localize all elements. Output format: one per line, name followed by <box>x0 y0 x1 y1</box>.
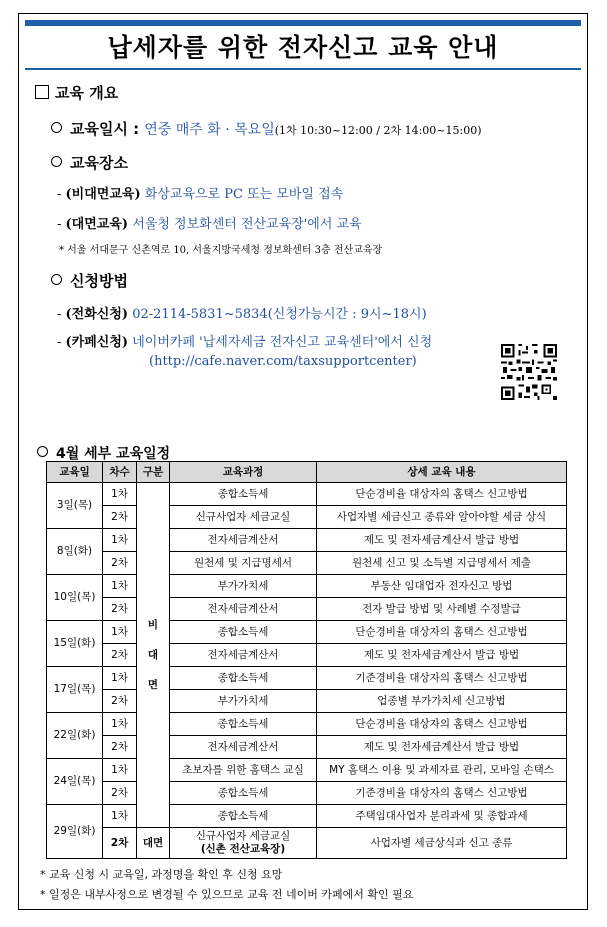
schedule-table <box>46 461 567 859</box>
cell-course: 종합소득세 <box>170 483 317 506</box>
cell-date: 3일(목) <box>47 483 103 529</box>
square-bullet-icon <box>35 85 49 99</box>
cell-round: 2차 <box>103 782 137 805</box>
place-offline-label: (대면교육) <box>65 217 129 232</box>
cell-date: 22일(화) <box>47 713 103 759</box>
course-line-1: 신규사업자 세금교실 <box>195 830 291 842</box>
cell-course: 초보자를 위한 홈택스 교실 <box>170 759 317 782</box>
table-row <box>47 529 567 552</box>
note-2: * 일정은 내부사정으로 변경될 수 있으므로 교육 전 네이버 카페에서 확인 필요 <box>40 888 414 901</box>
cell-detail: 제도 및 전자세금계산서 발급 방법 <box>317 736 567 759</box>
cell-round: 1차 <box>103 621 137 644</box>
place-online-line: - (비대면교육) 화상교육으로 PC 또는 모바일 접속 <box>57 187 344 202</box>
mode-char: 대 <box>147 649 159 661</box>
col-header-round: 차수 <box>103 462 137 483</box>
course-line-2: (신촌 전산교육장) <box>200 843 286 855</box>
note-1: * 교육 신청 시 교육일, 과정명을 확인 후 신청 요망 <box>40 868 283 881</box>
cell-course <box>170 828 317 859</box>
cell-course: 전자세금계산서 <box>170 529 317 552</box>
cell-course: 종합소득세 <box>170 621 317 644</box>
cell-date: 29일(화) <box>47 805 103 859</box>
cell-round: 1차 <box>103 667 137 690</box>
table-row <box>47 713 567 736</box>
cell-course: 종합소득세 <box>170 667 317 690</box>
cell-round: 2차 <box>103 552 137 575</box>
table-row <box>47 552 567 575</box>
cell-round: 1차 <box>103 805 137 828</box>
cell-round: 2차 <box>103 644 137 667</box>
table-row <box>47 759 567 782</box>
table-row <box>47 805 567 828</box>
col-header-detail: 상세 교육 내용 <box>317 462 567 483</box>
place-heading-text: 교육장소 <box>70 154 128 172</box>
cell-detail: 제도 및 전자세금계산서 발급 방법 <box>317 529 567 552</box>
cell-detail: 단순경비율 대상자의 홈택스 신고방법 <box>317 621 567 644</box>
cell-detail: 부동산 임대업자 전자신고 방법 <box>317 575 567 598</box>
cell-detail: 사업자별 세금신고 종류와 알아야할 세금 상식 <box>317 506 567 529</box>
table-row <box>47 690 567 713</box>
cell-date: 8일(화) <box>47 529 103 575</box>
place-online-value: 화상교육으로 PC 또는 모바일 접속 <box>144 187 344 202</box>
title-bar-bottom <box>25 68 581 70</box>
overview-heading-text: 교육 개요 <box>55 84 119 102</box>
date-detail: (1차 10:30~12:00 / 2차 14:00~15:00) <box>274 124 482 137</box>
cell-round: 2차 <box>103 506 137 529</box>
cell-date: 24일(목) <box>47 759 103 805</box>
table-row <box>47 483 567 506</box>
cell-round: 1차 <box>103 529 137 552</box>
cell-date: 15일(화) <box>47 621 103 667</box>
apply-phone-label: (전화신청) <box>65 307 129 322</box>
cell-round: 2차 <box>103 690 137 713</box>
cell-course: 종합소득세 <box>170 782 317 805</box>
cell-mode-offline: 대면 <box>137 828 170 859</box>
cell-round: 1차 <box>103 483 137 506</box>
cell-detail: 기준경비율 대상자의 홈택스 신고방법 <box>317 782 567 805</box>
qr-code-icon[interactable] <box>501 344 557 400</box>
apply-cafe-line: - (카페신청) 네이버카페 '납세자세금 전자신고 교육센터'에서 신청 <box>57 335 433 350</box>
place-heading <box>51 152 128 173</box>
cell-detail: 주택임대사업자 분리과세 및 종합과세 <box>317 805 567 828</box>
cell-course: 신규사업자 세금교실 <box>170 506 317 529</box>
cafe-url-link[interactable]: (http://cafe.naver.com/taxsupportcenter) <box>149 354 417 369</box>
date-label: 교육일시 : <box>70 120 140 138</box>
cell-course: 종합소득세 <box>170 805 317 828</box>
cell-round: 2차 <box>103 828 137 859</box>
cell-course: 전자세금계산서 <box>170 598 317 621</box>
cell-detail: 원천세 신고 및 소득별 지급명세서 제출 <box>317 552 567 575</box>
cell-mode-online <box>137 483 170 828</box>
table-header-row <box>47 462 567 483</box>
circle-bullet-icon <box>51 274 62 285</box>
apply-phone-line: - (전화신청) 02-2114-5831~5834(신청가능시간 : 9시~18시) <box>57 307 427 322</box>
cell-round: 2차 <box>103 598 137 621</box>
cell-course: 종합소득세 <box>170 713 317 736</box>
cell-detail: 단순경비율 대상자의 홈택스 신고방법 <box>317 483 567 506</box>
circle-bullet-icon <box>51 122 62 133</box>
cell-course: 부가가치세 <box>170 575 317 598</box>
col-header-mode: 구분 <box>137 462 170 483</box>
place-address: * 서울 서대문구 신촌역로 10, 서울지방국세청 정보화센터 3층 전산교육장 <box>59 245 383 256</box>
cell-detail: 단순경비율 대상자의 홈택스 신고방법 <box>317 713 567 736</box>
schedule-heading <box>37 443 170 463</box>
cell-detail: 전자 발급 방법 및 사례별 수정발급 <box>317 598 567 621</box>
cell-detail: 제도 및 전자세금계산서 발급 방법 <box>317 644 567 667</box>
cell-detail: MY 홈택스 이용 및 과세자료 관리, 모바일 손택스 <box>317 759 567 782</box>
cell-course: 전자세금계산서 <box>170 736 317 759</box>
col-header-course: 교육과정 <box>170 462 317 483</box>
cell-round: 1차 <box>103 713 137 736</box>
table-row <box>47 621 567 644</box>
place-online-label: (비대면교육) <box>65 187 141 202</box>
col-header-date: 교육일 <box>47 462 103 483</box>
apply-heading <box>51 270 128 291</box>
table-row <box>47 506 567 529</box>
cell-course: 전자세금계산서 <box>170 644 317 667</box>
table-row <box>47 828 567 859</box>
cell-date: 17일(목) <box>47 667 103 713</box>
cell-course: 부가가치세 <box>170 690 317 713</box>
place-offline-line: - (대면교육) 서울청 정보화센터 전산교육장'에서 교육 <box>57 217 362 232</box>
table-row <box>47 736 567 759</box>
cell-round: 2차 <box>103 736 137 759</box>
overview-heading <box>35 82 118 103</box>
table-row <box>47 598 567 621</box>
circle-bullet-icon <box>37 446 48 457</box>
apply-cafe-value: 네이버카페 '납세자세금 전자신고 교육센터'에서 신청 <box>132 335 433 350</box>
title-bar-top <box>25 20 581 26</box>
cell-date: 10일(목) <box>47 575 103 621</box>
schedule-heading-text: 4월 세부 교육일정 <box>56 446 171 462</box>
cell-detail: 업종별 부가가치세 신고방법 <box>317 690 567 713</box>
mode-char: 비 <box>147 619 159 631</box>
cell-course: 원천세 및 지급명세서 <box>170 552 317 575</box>
mode-char: 면 <box>147 679 159 691</box>
apply-phone-value: 02-2114-5831~5834(신청가능시간 : 9시~18시) <box>132 307 427 322</box>
table-row <box>47 575 567 598</box>
apply-heading-text: 신청방법 <box>70 272 128 290</box>
education-date-line <box>51 118 482 139</box>
date-value: 연중 매주 화 · 목요일 <box>144 122 275 138</box>
cell-round: 1차 <box>103 759 137 782</box>
cell-detail: 사업자별 세금상식과 신고 종류 <box>317 828 567 859</box>
circle-bullet-icon <box>51 156 62 167</box>
page-title: 납세자를 위한 전자신고 교육 안내 <box>107 33 499 62</box>
cell-round: 1차 <box>103 575 137 598</box>
cell-detail: 기준경비율 대상자의 홈택스 신고방법 <box>317 667 567 690</box>
table-row <box>47 782 567 805</box>
table-row <box>47 667 567 690</box>
place-offline-value: 서울청 정보화센터 전산교육장'에서 교육 <box>132 217 362 232</box>
title-banner <box>19 14 587 70</box>
apply-cafe-label: (카페신청) <box>65 335 129 350</box>
table-row <box>47 644 567 667</box>
